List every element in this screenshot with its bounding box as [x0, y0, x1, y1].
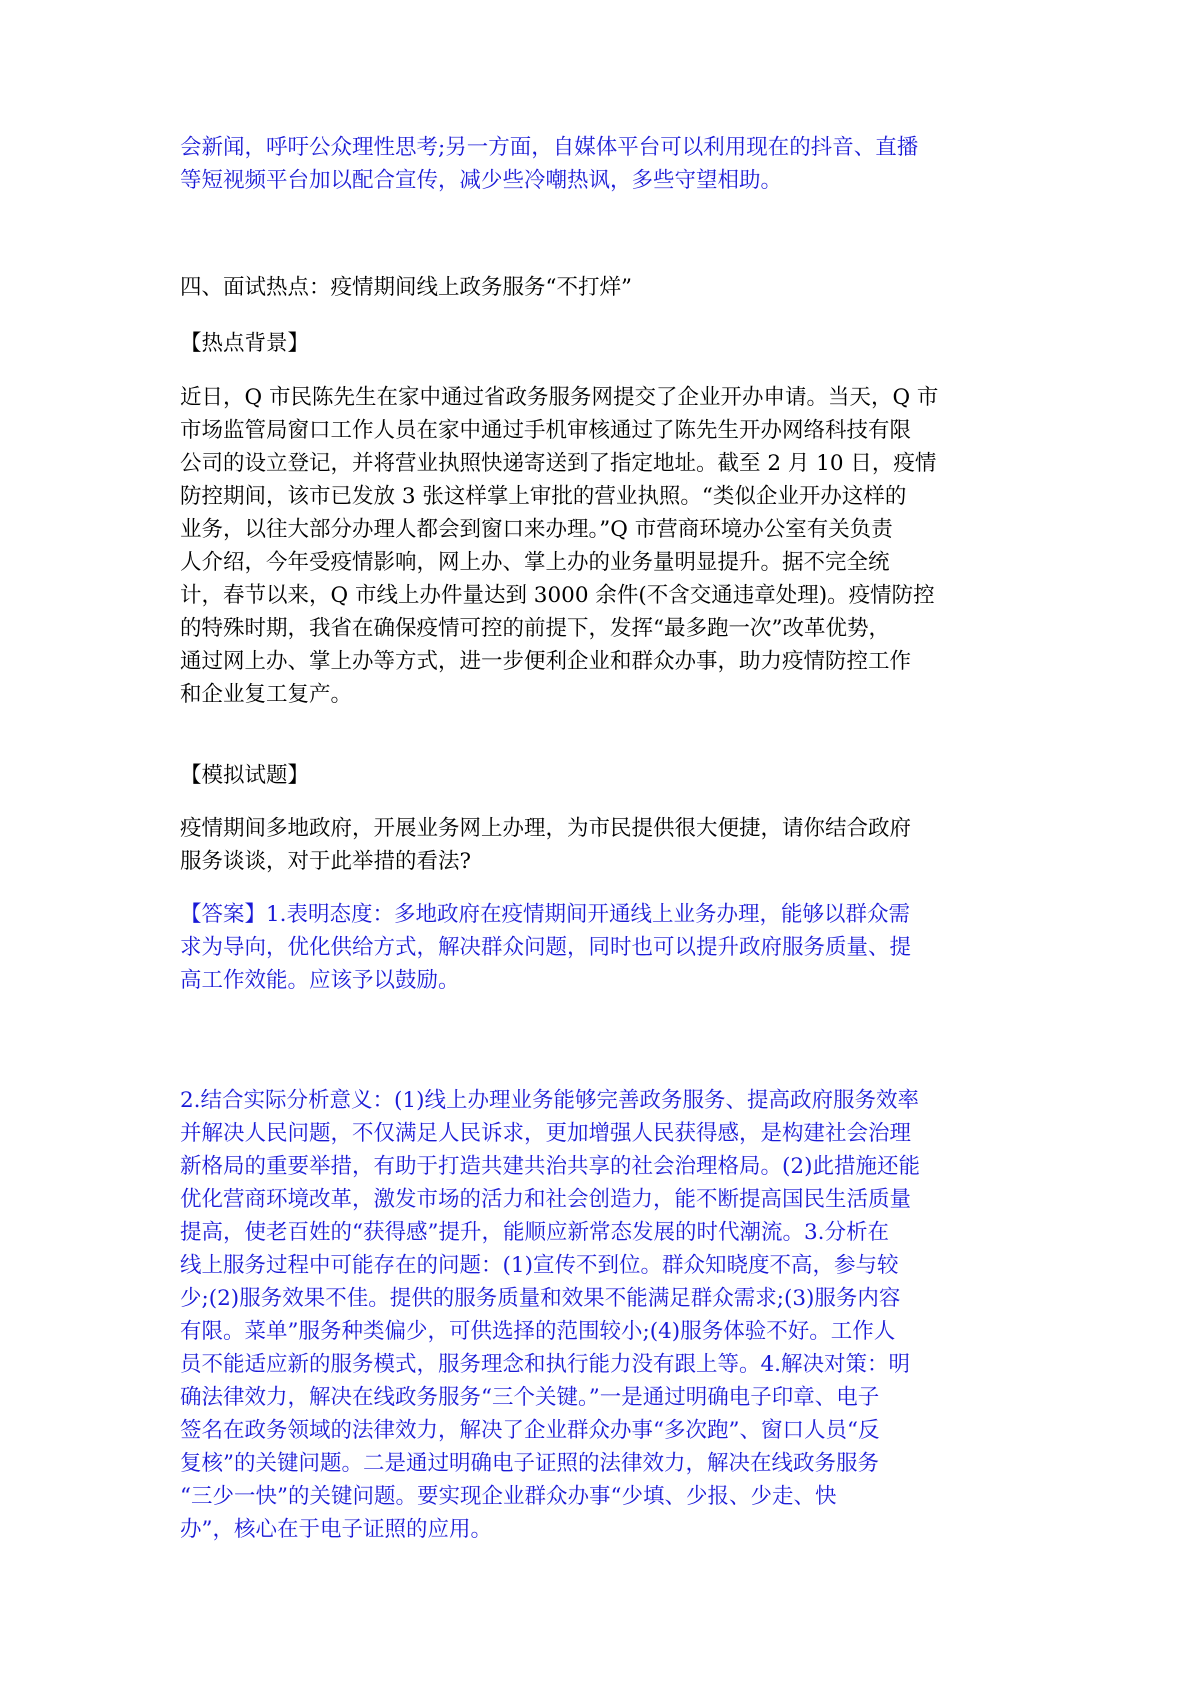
text-line: 业务，以往大部分办理人都会到窗口来办理。”Q 市营商环境办公室有关负责 [180, 517, 893, 542]
text-line: 高工作效能。应该予以鼓励。 [180, 968, 460, 993]
text-line: 新格局的重要举措，有助于打造共建共治共享的社会治理格局。(2)此措施还能 [180, 1154, 920, 1179]
text-line: 计，春节以来，Q 市线上办件量达到 3000 余件(不含交通违章处理)。疫情防控 [180, 583, 935, 608]
text-line: 签名在政务领域的法律效力，解决了企业群众办事“多次跑”、窗口人员“反 [180, 1418, 880, 1443]
answer-paragraph-1 [180, 898, 1020, 997]
text-line: 和企业复工复产。 [180, 682, 353, 707]
text-line: 公司的设立登记，并将营业执照快递寄送到了指定地址。截至 2 月 10 日，疫情 [180, 451, 937, 476]
text-line: 提高，使老百姓的“获得感”提升，能顺应新常态发展的时代潮流。3.分析在 [180, 1220, 889, 1245]
question-paragraph [180, 812, 1020, 878]
text-line: 有限。菜单”服务种类偏少，可供选择的范围较小;(4)服务体验不好。工作人 [180, 1319, 896, 1344]
text-line: 确法律效力，解决在线政务服务“三个关键。”一是通过明确电子印章、电子 [180, 1385, 880, 1410]
background-heading [180, 327, 1020, 360]
text-line: 少;(2)服务效果不佳。提供的服务质量和效果不能满足群众需求;(3)服务内容 [180, 1286, 901, 1311]
text-line: 线上服务过程中可能存在的问题：(1)宣传不到位。群众知晓度不高，参与较 [180, 1253, 899, 1278]
text-line: 【答案】1.表明态度：多地政府在疫情期间开通线上业务办理，能够以群众需 [180, 902, 911, 927]
text-line: 服务谈谈，对于此举措的看法? [180, 849, 472, 874]
text-line: “三少一快”的关键问题。要实现企业群众办事“少填、少报、少走、快 [180, 1484, 837, 1509]
text-line: 办”，核心在于电子证照的应用。 [180, 1517, 492, 1542]
question-heading-text: 【模拟试题】 [180, 763, 310, 788]
text-line: 通过网上办、掌上办等方式，进一步便利企业和群众办事，助力疫情防控工作 [180, 649, 912, 674]
section-heading-text: 四、面试热点：疫情期间线上政务服务“不打烊” [180, 275, 632, 300]
question-heading [180, 759, 1020, 792]
text-line: 防控期间，该市已发放 3 张这样掌上审批的营业执照。“类似企业开办这样的 [180, 484, 907, 509]
previous-answer-tail [180, 131, 1020, 197]
text-line: 员不能适应新的服务模式，服务理念和执行能力没有跟上等。4.解决对策：明 [180, 1352, 911, 1377]
text-line: 2.结合实际分析意义：(1)线上办理业务能够完善政务服务、提高政府服务效率 [180, 1088, 919, 1113]
text-line: 的特殊时期，我省在确保疫情可控的前提下，发挥“最多跑一次”改革优势， [180, 616, 890, 641]
text-line: 等短视频平台加以配合宣传，减少些冷嘲热讽，多些守望相助。 [180, 168, 783, 193]
text-line: 市场监管局窗口工作人员在家中通过手机审核通过了陈先生开办网络科技有限 [180, 418, 912, 443]
background-paragraph [180, 381, 1020, 711]
text-line: 优化营商环境改革，激发市场的活力和社会创造力，能不断提高国民生活质量 [180, 1187, 912, 1212]
background-heading-text: 【热点背景】 [180, 331, 310, 356]
text-line: 并解决人民问题，不仅满足人民诉求，更加增强人民获得感，是构建社会治理 [180, 1121, 912, 1146]
text-line: 复核”的关键问题。二是通过明确电子证照的法律效力，解决在线政务服务 [180, 1451, 879, 1476]
section-heading [180, 271, 1020, 304]
text-line: 求为导向，优化供给方式，解决群众问题，同时也可以提升政府服务质量、提 [180, 935, 912, 960]
answer-paragraph-2 [180, 1084, 1020, 1546]
text-line: 疫情期间多地政府，开展业务网上办理，为市民提供很大便捷，请你结合政府 [180, 816, 912, 841]
text-line: 近日，Q 市民陈先生在家中通过省政务服务网提交了企业开办申请。当天，Q 市 [180, 385, 939, 410]
text-line: 人介绍，今年受疫情影响，网上办、掌上办的业务量明显提升。据不完全统 [180, 550, 890, 575]
text-line: 会新闻，呼吁公众理性思考;另一方面，自媒体平台可以利用现在的抖音、直播 [180, 135, 919, 160]
